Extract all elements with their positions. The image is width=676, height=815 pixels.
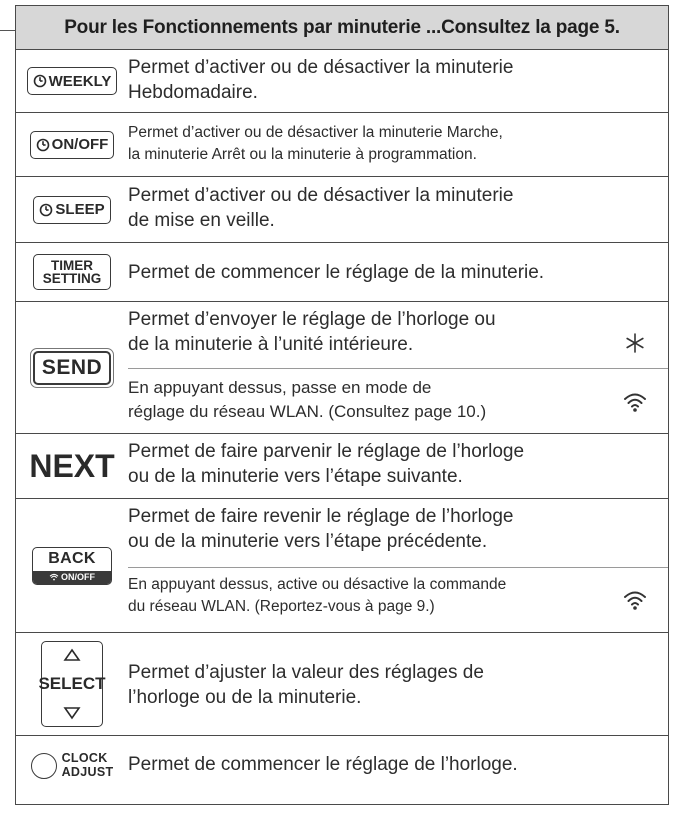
onoff-description <box>128 113 668 176</box>
select-button-label: SELECT <box>38 674 106 693</box>
back-description <box>128 499 668 632</box>
back-b-text <box>128 574 618 617</box>
onoff-text <box>128 122 618 165</box>
back-b-line1: En appuyant dessus, active ou désactive la commande <box>128 576 507 593</box>
clock-adjust-label-line1: CLOCK <box>61 751 108 766</box>
back-button-sublabel-text: ON/OFF <box>61 572 95 582</box>
weekly-text <box>128 55 618 105</box>
sleep-line2: de mise en veille. <box>128 210 275 232</box>
row-onoff <box>16 113 668 177</box>
round-button-icon <box>31 753 57 779</box>
send-a-line2: de la minuterie à l’unité intérieure. <box>128 334 414 356</box>
row-clock-adjust <box>16 736 668 795</box>
row-timer-setting <box>16 243 668 302</box>
send-key-cell <box>16 302 128 433</box>
back-b-line2: du réseau WLAN. (Reportez-vous à page 9.) <box>128 597 435 615</box>
onoff-button-label: ON/OFF <box>51 136 109 153</box>
send-button-label: SEND <box>41 355 103 379</box>
sleep-text <box>128 183 618 233</box>
weekly-key-cell <box>16 50 128 112</box>
back-button-sublabel <box>33 571 111 584</box>
send-button[interactable] <box>33 351 111 385</box>
asterisk-icon <box>622 330 648 356</box>
timer-buttons-table <box>15 5 669 805</box>
back-a-text <box>128 504 618 554</box>
clock-adjust-text <box>128 752 618 777</box>
timer-setting-line1: Permet de commencer le réglage de la minuterie. <box>128 262 545 283</box>
send-part-b <box>128 368 668 434</box>
onoff-line2: la minuterie Arrêt ou la minuterie à programmation. <box>128 145 477 163</box>
sleep-button-label: SLEEP <box>55 201 105 218</box>
weekly-description <box>128 50 668 112</box>
clock-adjust-description <box>128 736 668 795</box>
back-part-a <box>128 499 668 568</box>
onoff-line1: Permet d’activer ou de désactiver la minuterie Marche, <box>128 124 503 141</box>
send-b-line1: En appuyant dessus, passe en mode de <box>128 378 432 397</box>
select-line1: Permet d’ajuster la valeur des réglages de <box>128 662 484 683</box>
wifi-icon <box>622 587 648 613</box>
triangle-down-icon[interactable] <box>63 706 81 720</box>
select-text <box>128 660 618 710</box>
send-a-text <box>128 307 618 357</box>
triangle-up-icon[interactable] <box>63 648 81 662</box>
send-a-line1: Permet d’envoyer le réglage de l’horloge ou <box>128 309 496 330</box>
send-button-frame <box>30 348 114 388</box>
timer-setting-button[interactable] <box>33 254 111 290</box>
select-key-cell <box>16 633 128 735</box>
table-header: Pour les Fonctionnements par minuterie ...Consultez la page 5. <box>16 6 668 50</box>
power-timer-icon <box>33 74 47 88</box>
next-button-label: NEXT <box>29 447 115 484</box>
timer-setting-key-cell <box>16 243 128 301</box>
back-button[interactable] <box>32 547 112 585</box>
next-text <box>128 439 618 489</box>
weekly-button[interactable] <box>27 67 118 95</box>
power-timer-icon <box>39 203 53 217</box>
back-a-line2: ou de la minuterie vers l’étape précédente. <box>128 531 488 553</box>
timer-setting-label-line1: TIMER <box>51 257 93 273</box>
send-b-text <box>128 376 618 424</box>
back-key-cell <box>16 499 128 632</box>
clock-adjust-line1: Permet de commencer le réglage de l’horloge. <box>128 754 518 775</box>
sleep-button[interactable] <box>33 196 110 224</box>
power-timer-icon <box>36 138 50 152</box>
select-button[interactable] <box>38 641 106 727</box>
timer-setting-text <box>128 260 618 285</box>
select-line2: l’horloge ou de la minuterie. <box>128 687 362 709</box>
send-part-a <box>128 302 668 369</box>
send-b-line2: réglage du réseau WLAN. (Consultez page 10.) <box>128 401 487 421</box>
row-select <box>16 633 668 736</box>
row-send <box>16 302 668 434</box>
weekly-button-label: WEEKLY <box>48 72 112 90</box>
wifi-icon <box>49 573 59 581</box>
timer-setting-description <box>128 243 668 301</box>
next-description <box>128 434 668 498</box>
weekly-line2: Hebdomadaire. <box>128 82 258 104</box>
select-description <box>128 633 668 735</box>
back-a-line1: Permet de faire revenir le réglage de l’horloge <box>128 506 514 527</box>
row-weekly <box>16 50 668 113</box>
back-part-b <box>128 567 668 633</box>
clock-adjust-label-line2: ADJUST <box>61 764 114 779</box>
timer-setting-label-line2: SETTING <box>42 271 102 286</box>
clock-adjust-key-cell <box>16 736 128 795</box>
sleep-line1: Permet d’activer ou de désactiver la minuterie <box>128 185 514 206</box>
sleep-description <box>128 177 668 242</box>
send-description <box>128 302 668 433</box>
weekly-line1: Permet d’activer ou de désactiver la minuterie <box>128 57 514 78</box>
next-line2: ou de la minuterie vers l’étape suivante. <box>128 466 463 488</box>
row-back <box>16 499 668 633</box>
next-key-cell <box>16 434 128 498</box>
back-button-label: BACK <box>48 550 96 567</box>
row-sleep <box>16 177 668 243</box>
next-line1: Permet de faire parvenir le réglage de l’horloge <box>128 441 525 462</box>
sleep-key-cell <box>16 177 128 242</box>
onoff-key-cell <box>16 113 128 176</box>
row-next <box>16 434 668 499</box>
onoff-button[interactable] <box>30 131 115 159</box>
clock-adjust-label <box>62 752 114 778</box>
clock-adjust-button[interactable] <box>31 752 114 778</box>
next-button[interactable] <box>29 448 114 485</box>
wifi-icon <box>622 389 648 415</box>
